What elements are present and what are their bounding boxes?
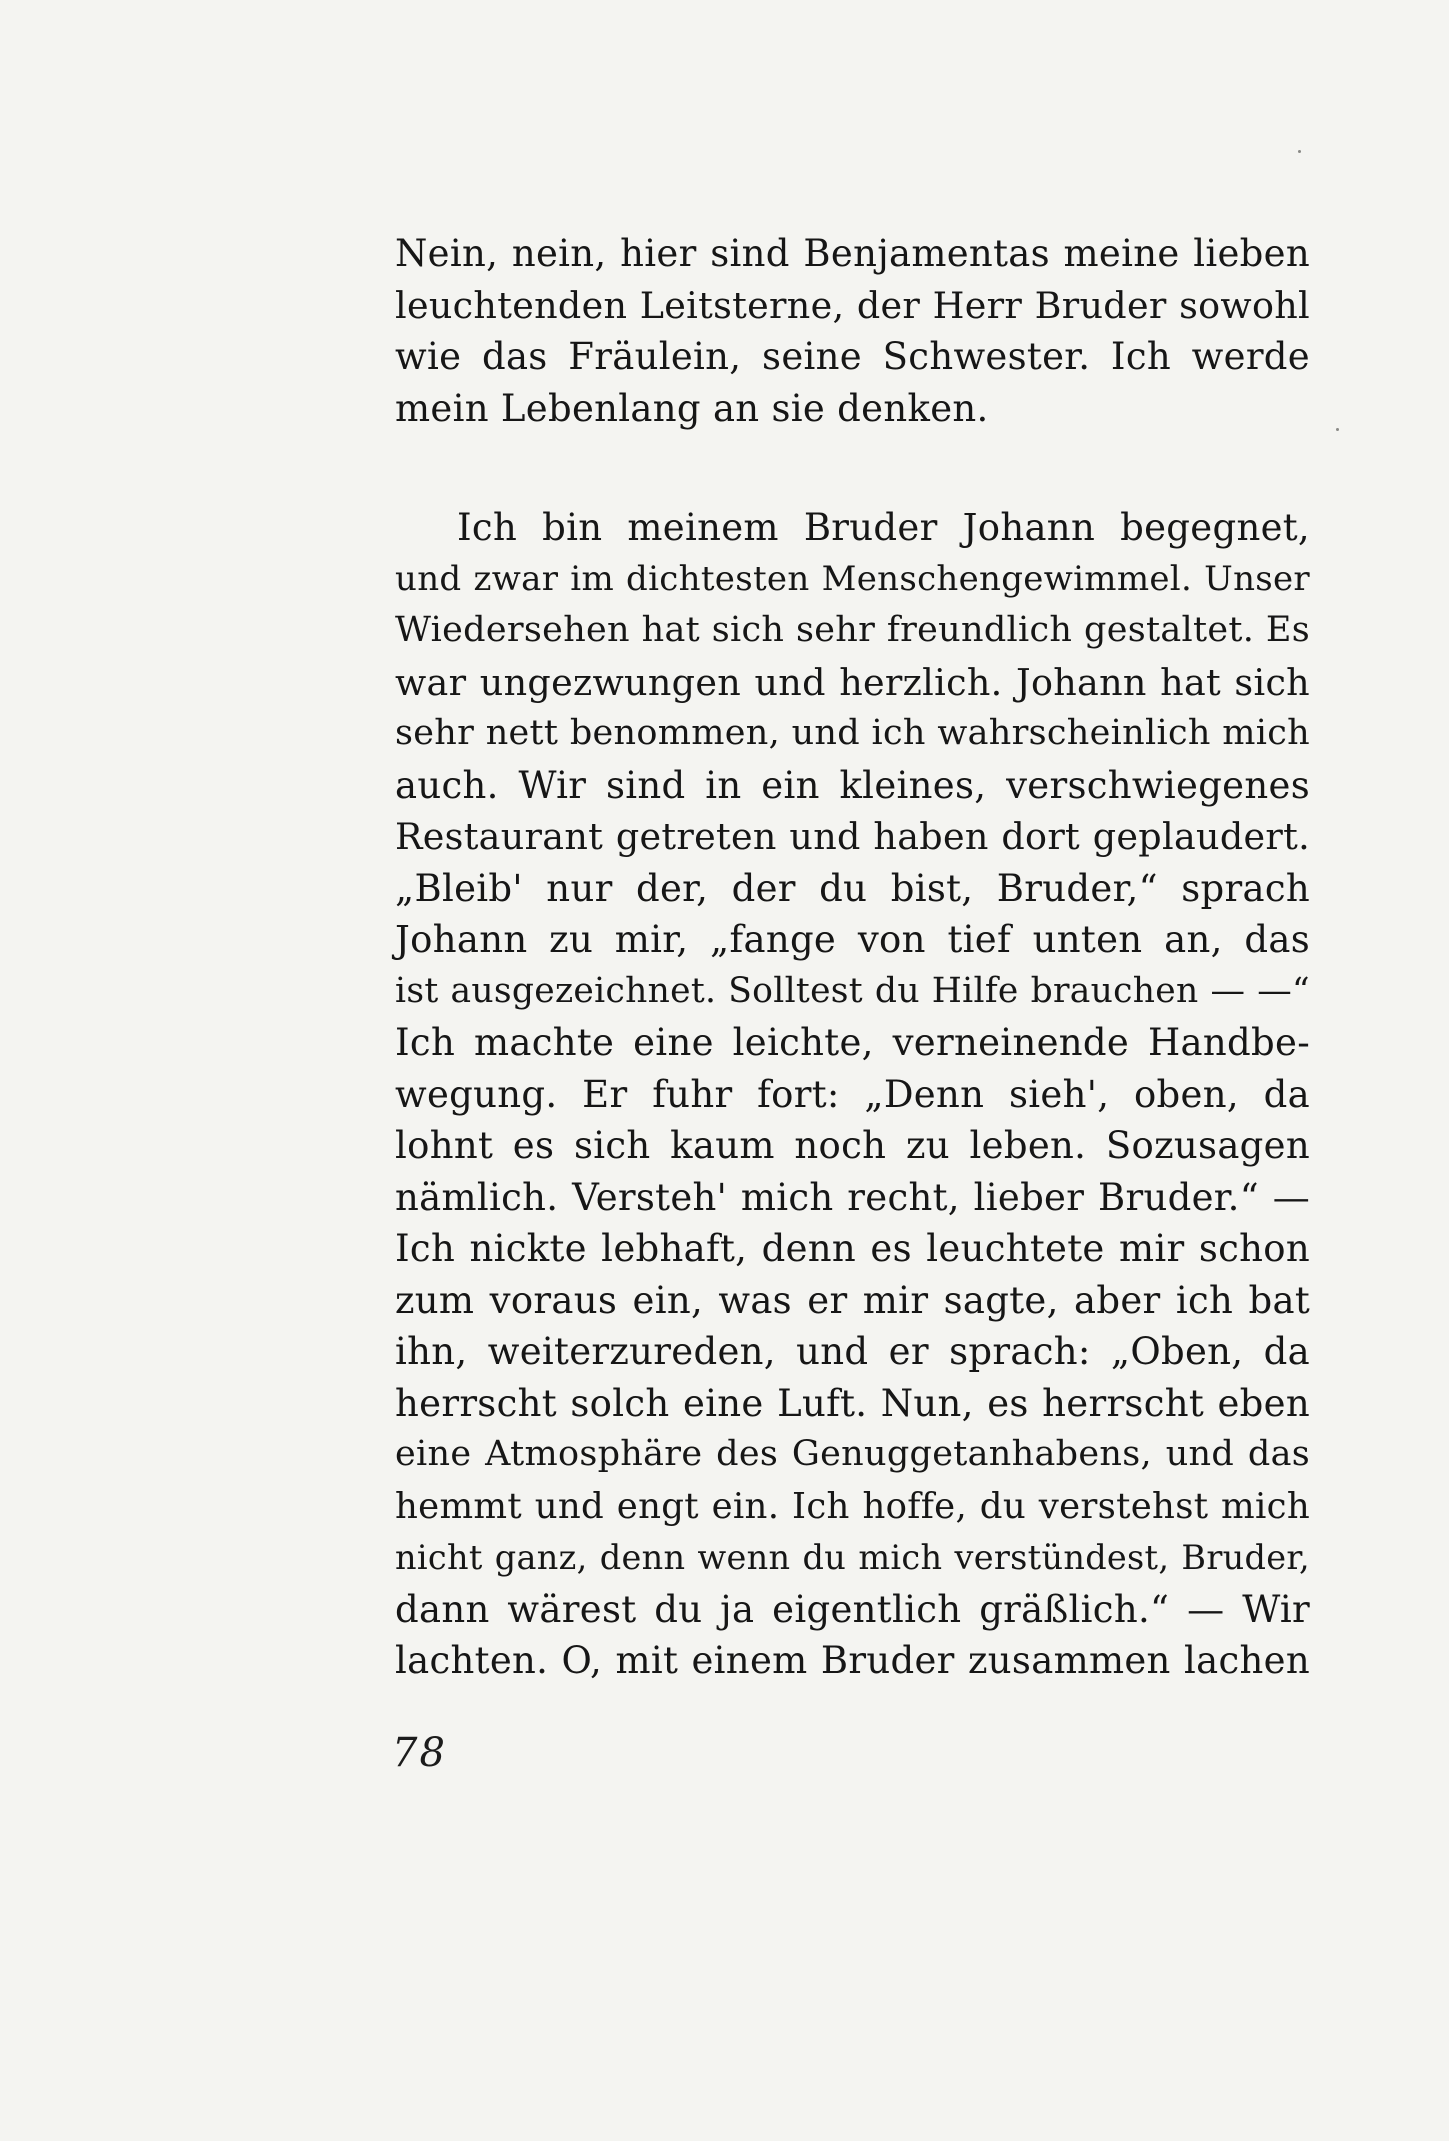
text-line: herrscht solch eine Luft. Nun, es herrscht eben bbox=[395, 1381, 1310, 1425]
text-line: lachten. O, mit einem Bruder zusammen lachen bbox=[395, 1639, 1310, 1682]
paper-speck bbox=[1298, 150, 1301, 153]
text-line: dann wärest du ja eigentlich gräßlich.“ — Wir bbox=[395, 1587, 1310, 1631]
text-line: ist ausgezeichnet. Solltest du Hilfe brauchen — —“ bbox=[395, 970, 1310, 1011]
text-line: Nein, nein, hier sind Benjamentas meine lieben bbox=[395, 232, 1310, 275]
paragraph-1 bbox=[395, 228, 1310, 434]
text-line: wegung. Er fuhr fort: „Denn sieh', oben, da bbox=[395, 1072, 1310, 1116]
text-line: war ungezwungen und herzlich. Johann hat sich bbox=[395, 660, 1310, 704]
text-line: Wiedersehen hat sich sehr freundlich gestaltet. Es bbox=[395, 610, 1310, 650]
text-line: zum voraus ein, was er mir sagte, aber ich bat bbox=[395, 1278, 1310, 1322]
text-line: wie das Fräulein, seine Schwester. Ich werde bbox=[395, 335, 1310, 378]
page-number: 78 bbox=[392, 1730, 447, 1776]
text-line: mein Lebenlang an sie denken. bbox=[395, 386, 989, 430]
text-line: „Bleib' nur der, der du bist, Bruder,“ sprach bbox=[395, 866, 1310, 910]
paper-speck bbox=[1336, 428, 1339, 431]
text-line: Ich nickte lebhaft, denn es leuchtete mir schon bbox=[395, 1227, 1310, 1270]
text-line: sehr nett benommen, und ich wahrscheinlich mich bbox=[395, 713, 1310, 753]
paragraph-2 bbox=[395, 502, 1310, 1687]
text-line: nämlich. Versteh' mich recht, lieber Bruder.“ — bbox=[395, 1175, 1310, 1219]
text-line: und zwar im dichtesten Menschengewimmel. Unser bbox=[395, 558, 1310, 599]
text-line: lohnt es sich kaum noch zu leben. Sozusagen bbox=[395, 1124, 1310, 1167]
text-line: Ich bin meinem Bruder Johann begegnet, bbox=[457, 506, 1310, 549]
text-line: eine Atmosphäre des Genuggetanhabens, und das bbox=[395, 1434, 1310, 1474]
text-line: auch. Wir sind in ein kleines, verschwiegenes bbox=[395, 763, 1310, 807]
text-line: leuchtenden Leitsterne, der Herr Bruder sowohl bbox=[395, 283, 1310, 327]
text-line: ihn, weiterzureden, und er sprach: „Oben, da bbox=[395, 1330, 1310, 1373]
text-line: hemmt und engt ein. Ich hoffe, du verstehst mich bbox=[395, 1485, 1310, 1527]
text-line: Restaurant getreten und haben dort geplaudert. bbox=[395, 815, 1310, 858]
text-line: nicht ganz, denn wenn du mich verstündest, Bruder, bbox=[395, 1538, 1310, 1577]
text-line: Johann zu mir, „fange von tief unten an, das bbox=[395, 918, 1310, 961]
text-line: Ich machte eine leichte, verneinende Handbe- bbox=[395, 1021, 1310, 1064]
